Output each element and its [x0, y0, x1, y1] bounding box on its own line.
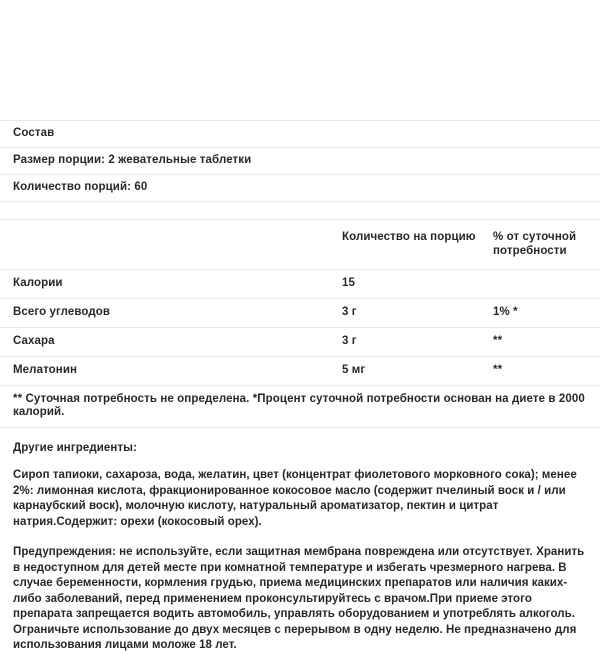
nutrition-table	[0, 219, 600, 386]
other-ingredients-section	[0, 441, 600, 530]
nutrition-table-body	[0, 270, 600, 386]
nutrient-amount: 3 г	[342, 328, 493, 357]
table-row	[0, 357, 600, 386]
column-header-name	[0, 220, 342, 270]
panel-gap	[0, 202, 600, 219]
nutrition-table-header	[0, 220, 600, 270]
nutrient-daily-value: **	[493, 357, 600, 386]
nutrient-daily-value: 1% *	[493, 299, 600, 328]
daily-value-footnote: ** Суточная потребность не определена. *Процент суточной потребности основан на диете в 2000 калорий.	[0, 386, 600, 428]
table-row	[0, 328, 600, 357]
nutrient-name: Сахара	[0, 328, 342, 357]
nutrient-amount: 5 мг	[342, 357, 493, 386]
table-row	[0, 299, 600, 328]
nutrient-name: Калории	[0, 270, 342, 299]
top-spacer	[0, 0, 600, 120]
serving-size-row: Размер порции: 2 жевательные таблетки	[13, 154, 252, 166]
nutrient-name: Мелатонин	[0, 357, 342, 386]
column-header-amount-per-serving: Количество на порцию	[342, 220, 493, 270]
servings-per-container-row: Количество порций: 60	[13, 181, 148, 193]
nutrient-amount: 15	[342, 270, 493, 299]
column-header-daily-value: % от суточной потребности	[493, 220, 600, 270]
other-ingredients-title: Другие ингредиенты:	[13, 442, 138, 454]
panel-title: Состав	[13, 127, 55, 139]
nutrient-daily-value	[493, 270, 600, 299]
nutrient-amount: 3 г	[342, 299, 493, 328]
nutrient-daily-value: **	[493, 328, 600, 357]
warnings-section	[0, 545, 600, 654]
table-header-row	[0, 220, 600, 270]
table-row	[0, 270, 600, 299]
nutrient-name: Всего углеводов	[0, 299, 342, 328]
warnings-text: Предупреждения: не используйте, если защитная мембрана повреждена или отсутствует. Хранить в недоступном для детей месте при комнатной температуре и избегать чрезмерного нагрева. В случае беременности, кормления грудью, приема медицинских препаратов или наличия каких-либо заболеваний, перед применением проконсультируйтесь с врачом.При приеме этого препарата запрещается водить автомобиль, управлять оборудованием и употреблять алкоголь. Ограничьте использование до двух месяцев с перерывом в одну неделю. Не предназначено для использования лицами моложе 18 лет.	[13, 546, 585, 651]
other-ingredients-text: Сироп тапиоки, сахароза, вода, желатин, цвет (концентрат фиолетового морковного сока); менее 2%: лимонная кислота, фракционированное кокосовое масло (содержит пчелиный воск и / или карнаубский воск), молочную кислоту, натуральный ароматизатор, пектин и цитрат натрия.Содержит: орехи (кокосовый орех).	[13, 469, 577, 528]
supplement-facts-panel	[0, 120, 600, 428]
